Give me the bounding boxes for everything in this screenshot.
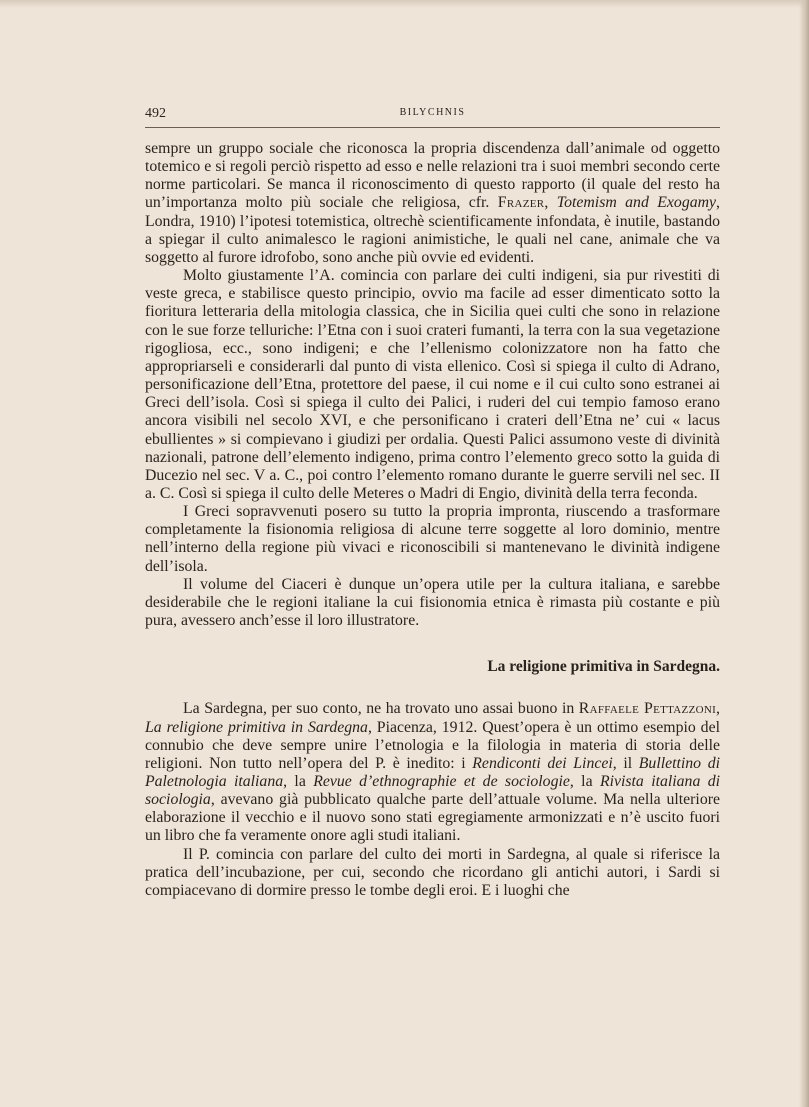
text-run: , Londra, 1910) l’ipotesi totemistica, oltrechè scientificamente infondata, è inutile, bastando a spiegar il culto animalesco le ragioni animistiche, le quali nel cane, animale che va soggetto al furore idrofobo, sono anche più ovvie ed evidenti. [145, 194, 720, 266]
paragraph-4: Il volume del Ciaceri è dunque un’opera utile per la cultura italiana, e sarebbe desiderabile che le regioni italiane la cui fisionomia etnica è rimasta più costante e più pura, avessero anch’esse il loro illustratore. [145, 575, 720, 630]
author-name: Raffaele Pettazzoni [578, 700, 717, 718]
text-run: , avevano già pubblicato qualche parte dell’attuale volume. Ma nella ulteriore elaborazione il vecchio e il nuovo sono stati egregiamente armonizzati e n’è uscito fuori un libro che fa veramente onore agli studi italiani. [145, 791, 720, 845]
book-title: Totemism and Exogamy [556, 194, 717, 212]
paragraph-2: Molto giustamente l’A. comincia con parlare dei culti indigeni, sia pur rivestiti di veste greca, e stabilisce questo principio, ovvio ma facile ad esser dimenticato sotto la fioritura letteraria della mitologia classica, che in Sicilia quei culti che sono in relazione con le sue forze telluriche: l’Etna con i suoi crateri fumanti, la terra con la sua vegetazione rigogliosa, ecc., sono indigeni; e che l’ellenismo colonizzatore non ha fatto che appropriarseli e considerarli dal punto di vista ellenico. Così si spiega il culto di Adrano, personificazione dell’Etna, protettore del paese, il cui nome e il cui culto sono estranei ai Greci dell’isola. Così si spiega il culto dei Palici, i ruderi del cui tempio famoso erano ancora visibili nel secolo XVI, e che personificano i crateri dell’Etna ne’ cui « lacus ebullientes » si compievano i giudizi per ordalia. Questi Palici assumono veste di divinità nazionali, patrone dell’elemento indigeno, prima contro l’elemento greco sotto la guida di Ducezio nel sec. V a. C., poi contro l’elemento romano durante le guerre servili nel sec. II a. C. Così si spiega il culto delle Meteres o Madri di Engio, divinità della terra feconda. [145, 267, 720, 502]
header-rule [145, 127, 720, 128]
paragraph-5 [145, 700, 720, 845]
body-text [145, 140, 720, 900]
journal-title: Bullettino di Paletnologia italiana [145, 754, 720, 790]
text-run: , la [569, 773, 600, 790]
text-run: , la [283, 773, 314, 790]
paragraph-3: I Greci sopravvenuti posero su tutto la propria impronta, riuscendo a trasformare completamente la fisionomia religiosa di alcune terre soggette al loro dominio, mentre nell’interno della regione più vivaci e riconoscibili si mantenevano le divinità indigene dell’isola. [145, 503, 720, 575]
text-run: , [716, 700, 720, 718]
page-top-shadow [0, 0, 809, 8]
page-number: 492 [145, 106, 166, 121]
text-run: , il [612, 754, 639, 772]
book-title: La religione primitiva in Sardegna [145, 718, 368, 736]
running-title: BILYCHNIS [399, 107, 466, 118]
paragraph-1 [145, 140, 720, 267]
text-run: La Sardegna, per suo conto, ne ha trovato uno assai buono in [183, 700, 579, 718]
author-name: Frazer [497, 194, 545, 212]
text-run: , Piacenza, 1912. Quest’opera è un ottimo esempio del connubio che deve sempre unire l’etnologia e la filologia in materia di storia delle religioni. Non tutto nell’opera del P. è inedito: i [145, 718, 720, 772]
journal-title: Rendiconti dei Lincei [472, 754, 613, 772]
paragraph-6: Il P. comincia con parlare del culto dei morti in Sardegna, al quale si riferisce la pratica dell’incubazione, per cui, secondo che ricordano gli antichi autori, i Sardi si compiacevano di dormire presso le tombe degli eroi. E i luoghi che [145, 845, 720, 899]
page-right-edge [799, 0, 809, 1107]
section-heading: La religione primitiva in Sardegna. [487, 658, 720, 676]
text-run: , [544, 194, 557, 212]
text-run: sempre un gruppo sociale che riconosca la propria discendenza dall’animale od oggetto totemico e si regoli perciò rispetto ad esso e nelle relazioni tra i suoi membri secondo certe norme particolari. Se manca il riconoscimento di questo rapporto (il quale del resto ha un’importanza molto più sociale che religiosa, cfr. [145, 140, 720, 212]
journal-title: Revue d’ethnographie et de sociologie [313, 773, 570, 790]
page-header [145, 104, 720, 126]
journal-title: Rivista italiana di sociologia [145, 773, 720, 809]
